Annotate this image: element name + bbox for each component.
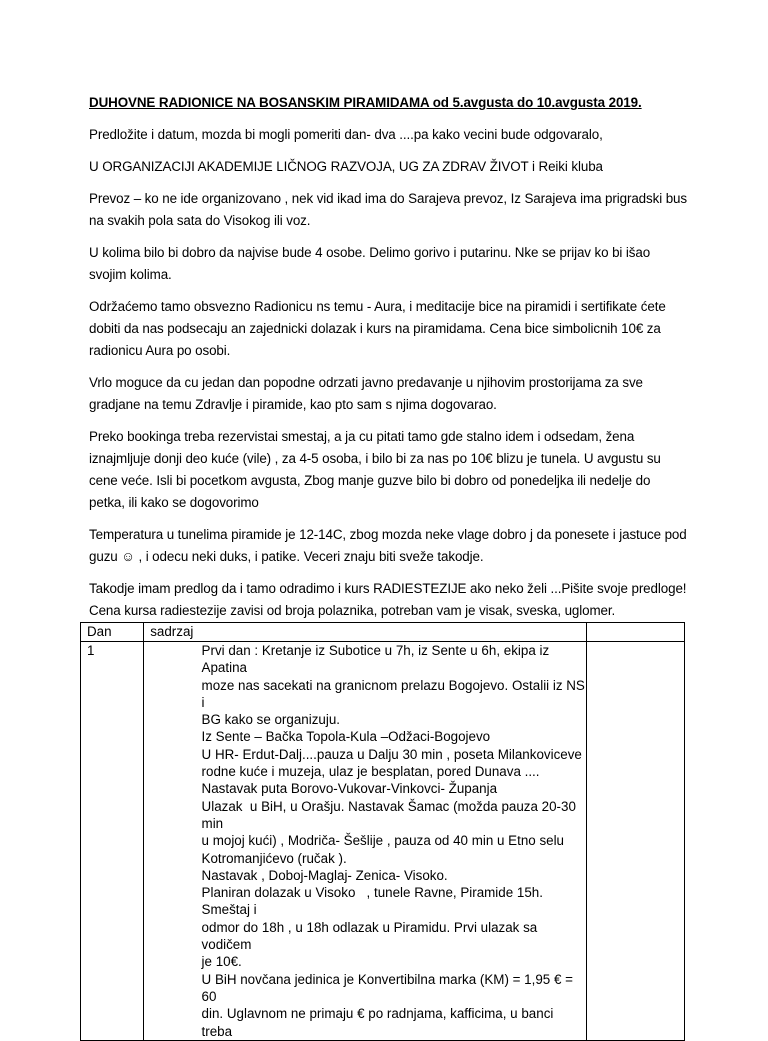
day-line: U HR- Erdut-Dalj....pauza u Dalju 30 min , poseta Milankoviceve [201,746,582,762]
day-line: Nastavak , Doboj-Maglaj- Zenica- Visoko. [201,867,448,883]
table-header-row [81,623,685,642]
header-sadrzaj: sadrzaj [144,623,587,642]
paragraph-accommodation: Preko bookinga treba rezervistai smestaj, a ja cu pitati tamo gde stalno idem i odsedam, žena iznajmljuje donji deo kuće (vile) , za 4-5 osoba, i bilo bi za nas po 10€ blizu je tunela. U avgustu su cene veće. Isli bi pocetkom avgusta, Zbog manje guzve bilo bi dobro od ponedeljka ili nedelje do petka, ili kako se dogovorimo [89,429,661,510]
day-line: je 10€. [201,954,242,970]
paragraph-transport: Prevoz – ko ne ide organizovano , nek vid ikad ima do Sarajeva prevoz, Iz Sarajeva ima prigradski bus na svakih pola sata do Visokog ili voz. [89,191,688,228]
day-line: Iz Sente – Bačka Topola-Kula –Odžaci-Bogojevo [201,729,491,745]
day-line: din. Uglavnom ne primaju € po radnjama, kafficima, u banci treba [201,1006,558,1039]
day-indent-cell [144,642,202,1041]
day-line: moze nas sacekati na granicnom prelazu Bogojevo. Ostalii iz NS i [201,677,589,710]
day-line: Kotromanjićevo (ručak ). [201,850,347,866]
header-empty [586,623,684,642]
paragraph-date-suggestion: Predložite i datum, mozda bi mogli pomeriti dan- dva ....pa kako vecini bude odgovaralo, [89,127,603,142]
day-line: Prvi dan : Kretanje iz Subotice u 7h, iz Sente u 6h, ekipa iz Apatina [201,643,553,676]
program-table [80,622,685,1041]
paragraph-carpool: U kolima bilo bi dobro da najvise bude 4 osobe. Delimo gorivo i putarinu. Nke se prijav ko bi išao svojim kolima. [89,245,651,282]
day-line: Ulazak u BiH, u Orašju. Nastavak Šamac (možda pauza 20-30 min [201,798,580,831]
day-line: Nastavak puta Borovo-Vukovar-Vinkovci- Županja [201,781,498,797]
day-line: U BiH novčana jedinica je Konvertibilna marka (KM) = 1,95 € = 60 [201,971,577,1004]
paragraph-organizer: U ORGANIZACIJI AKADEMIJE LIČNOG RAZVOJA, UG ZA ZDRAV ŽIVOT i Reiki kluba [89,159,603,174]
day-extra-cell [586,642,684,1041]
header-dan: Dan [81,623,144,642]
paragraph-temperature: Temperatura u tunelima piramide je 12-14C, zbog mozda neke vlage dobro j da ponesete i jastuce pod guzu ☺ , i odecu neki duks, i patike. Veceri znaju biti sveže takodje. [89,527,687,564]
paragraph-radiesthesia: Takodje imam predlog da i tamo odradimo i kurs RADIESTEZIJE ako neko želi ...Pišite svoje predloge! Cena kursa radiestezije zavisi od broja polaznika, potreban vam je visak, sveska, uglomer. [89,581,687,618]
table-row [81,642,685,1041]
day-line: Planiran dolazak u Visoko , tunele Ravne, Piramide 15h. Smeštaj i [201,885,547,918]
paragraph-public-lecture: Vrlo moguce da cu jedan dan popodne odrzati javno predavanje u njihovim prostorijama za sve gradjane na temu Zdravlje i piramide, kao pto sam s njima dogovarao. [89,375,643,412]
document-body [89,92,689,632]
day-number: 1 [81,642,144,1041]
day-content [202,642,587,1041]
day-line: odmor do 18h , u 18h odlazak u Piramidu. Prvi ulazak sa vodičem [201,919,541,953]
day-line: u mojoj kući) , Modriča- Šešlije , pauza od 40 min u Etno selu [201,833,565,849]
day-line: BG kako se organizuju. [201,712,340,728]
day-line: rodne kuće i muzeja, ulaz je besplatan, pored Dunava .... [201,764,540,780]
paragraph-aura-workshop: Održaćemo tamo obsvezno Radionicu ns temu - Aura, i meditacije bice na piramidi i sertifikate ćete dobiti da nas podsecaju an zajednicki dolazak i kurs na piramidama. Cena bice simbolicnih 10€ za radionicu Aura po osobi. [89,299,666,358]
document-title: DUHOVNE RADIONICE NA BOSANSKIM PIRAMIDAMA od 5.avgusta do 10.avgusta 2019. [89,95,642,110]
